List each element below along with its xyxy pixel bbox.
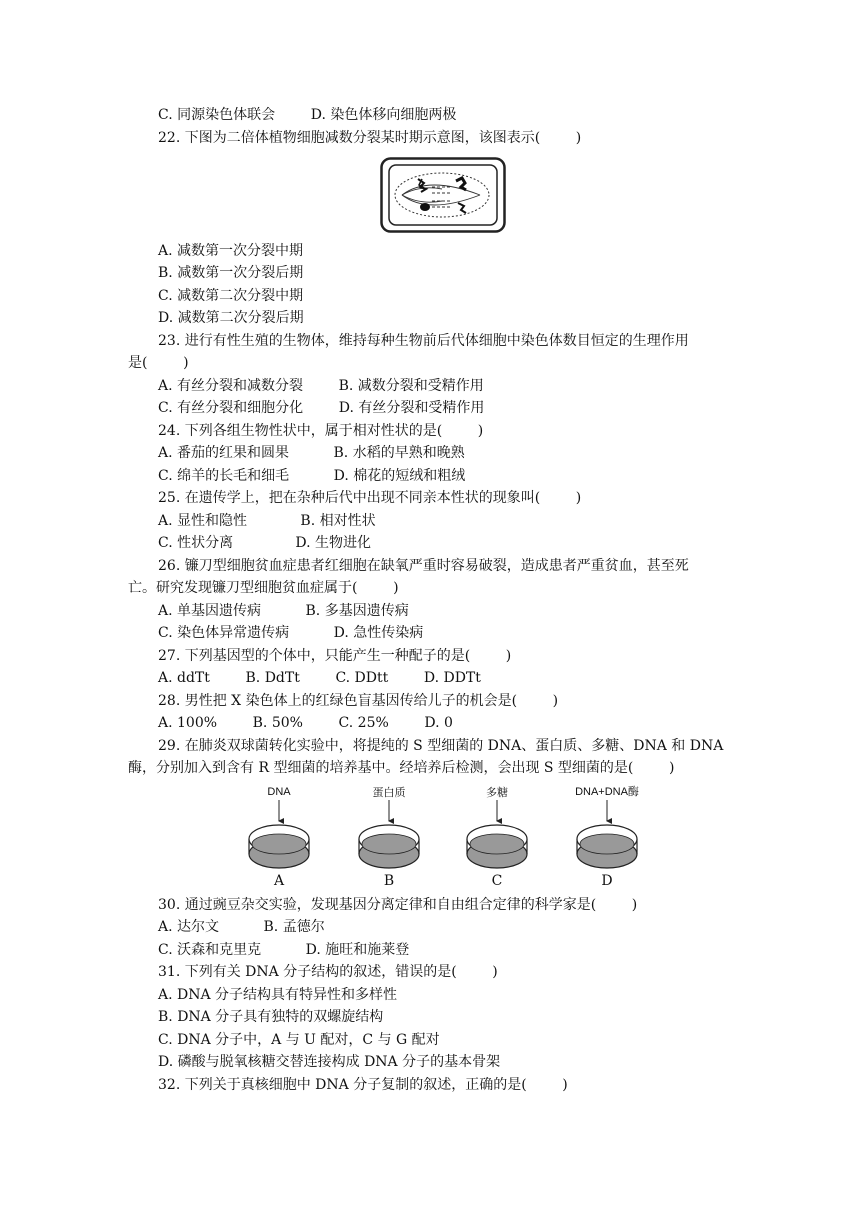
- q22-option-b: B. 减数第一次分裂后期: [158, 265, 304, 281]
- plant-cell-meiosis-figure: [380, 157, 506, 233]
- q24-stem: 24. 下列各组生物性状中，属于相对性状的是( ): [158, 423, 484, 439]
- q26-options-ab: A. 单基因遗传病 B. 多基因遗传病: [158, 603, 409, 619]
- dish-b: [359, 800, 419, 868]
- dish-d: [577, 800, 637, 868]
- q22-option-a: A. 减数第一次分裂中期: [158, 243, 304, 259]
- dish-c: [467, 800, 527, 868]
- culture-dishes-figure: [240, 784, 640, 894]
- q26-options-cd: C. 染色体异常遗传病 D. 急性传染病: [158, 625, 424, 641]
- q27-options: A. ddTt B. DdTt C. DDtt D. DDTt: [158, 670, 481, 686]
- q26-stem: 26. 镰刀型细胞贫血症患者红细胞在缺氧严重时容易破裂，造成患者严重贫血，甚至死: [158, 558, 689, 574]
- q29-stem-cont: 酶，分别加入到含有 R 型细菌的培养基中。经培养后检测，会出现 S 型细菌的是( ): [128, 760, 675, 776]
- q25-stem: 25. 在遗传学上，把在杂种后代中出现不同亲本性状的现象叫( ): [158, 490, 582, 506]
- dish-b-label: 蛋白质: [372, 786, 406, 799]
- dish-c-label: 多糖: [486, 786, 508, 799]
- dish-c-letter: C: [491, 873, 503, 889]
- q25-options-ab: A. 显性和隐性 B. 相对性状: [158, 513, 376, 529]
- q30-options-ab: A. 达尔文 B. 孟德尔: [158, 919, 325, 935]
- q28-stem: 28. 男性把 X 染色体上的红绿色盲基因传给儿子的机会是( ): [158, 693, 559, 709]
- dish-d-label: DNA+DNA酶: [575, 786, 639, 798]
- q31-option-d: D. 磷酸与脱氧核糖交替连接构成 DNA 分子的基本骨架: [158, 1054, 501, 1070]
- q24-options-cd: C. 绵羊的长毛和细毛 D. 棉花的短绒和粗绒: [158, 468, 466, 484]
- q25-options-cd: C. 性状分离 D. 生物进化: [158, 535, 372, 551]
- q31-option-c: C. DNA 分子中，A 与 U 配对，C 与 G 配对: [158, 1032, 440, 1048]
- q30-options-cd: C. 沃森和克里克 D. 施旺和施莱登: [158, 942, 410, 958]
- q26-stem-cont: 亡。研究发现镰刀型细胞贫血症属于( ): [128, 580, 399, 596]
- q22-stem: 22. 下图为二倍体植物细胞减数分裂某时期示意图，该图表示( ): [158, 130, 582, 146]
- dish-a: [249, 800, 309, 868]
- q23-options-ab: A. 有丝分裂和减数分裂 B. 减数分裂和受精作用: [158, 378, 484, 394]
- q23-stem-cont: 是( ): [128, 355, 189, 371]
- dish-b-letter: B: [383, 873, 395, 889]
- dish-a-letter: A: [273, 873, 285, 889]
- q28-options: A. 100% B. 50% C. 25% D. 0: [158, 715, 453, 731]
- q21-options-cd: C. 同源染色体联会 D. 染色体移向细胞两极: [158, 107, 457, 123]
- q31-option-b: B. DNA 分子具有独特的双螺旋结构: [158, 1009, 384, 1025]
- q30-stem: 30. 通过豌豆杂交实验，发现基因分离定律和自由组合定律的科学家是( ): [158, 897, 638, 913]
- culture-dishes-svg: [240, 784, 640, 894]
- q32-stem: 32. 下列关于真核细胞中 DNA 分子复制的叙述，正确的是( ): [158, 1077, 568, 1093]
- q31-option-a: A. DNA 分子结构具有特异性和多样性: [158, 987, 398, 1003]
- q27-stem: 27. 下列基因型的个体中，只能产生一种配子的是( ): [158, 648, 512, 664]
- dish-d-letter: D: [601, 873, 613, 889]
- q22-option-d: D. 减数第二次分裂后期: [158, 310, 304, 326]
- dish-a-label: DNA: [267, 786, 291, 798]
- q29-stem: 29. 在肺炎双球菌转化实验中，将提纯的 S 型细菌的 DNA、蛋白质、多糖、DNA 和 DNA: [158, 738, 724, 754]
- q24-options-ab: A. 番茄的红果和圆果 B. 水稻的早熟和晚熟: [158, 445, 465, 461]
- q23-stem: 23. 进行有性生殖的生物体，维持每种生物前后代体细胞中染色体数目恒定的生理作用: [158, 333, 689, 349]
- q22-option-c: C. 减数第二次分裂中期: [158, 288, 304, 304]
- q31-stem: 31. 下列有关 DNA 分子结构的叙述，错误的是( ): [158, 964, 498, 980]
- q23-options-cd: C. 有丝分裂和细胞分化 D. 有丝分裂和受精作用: [158, 400, 485, 416]
